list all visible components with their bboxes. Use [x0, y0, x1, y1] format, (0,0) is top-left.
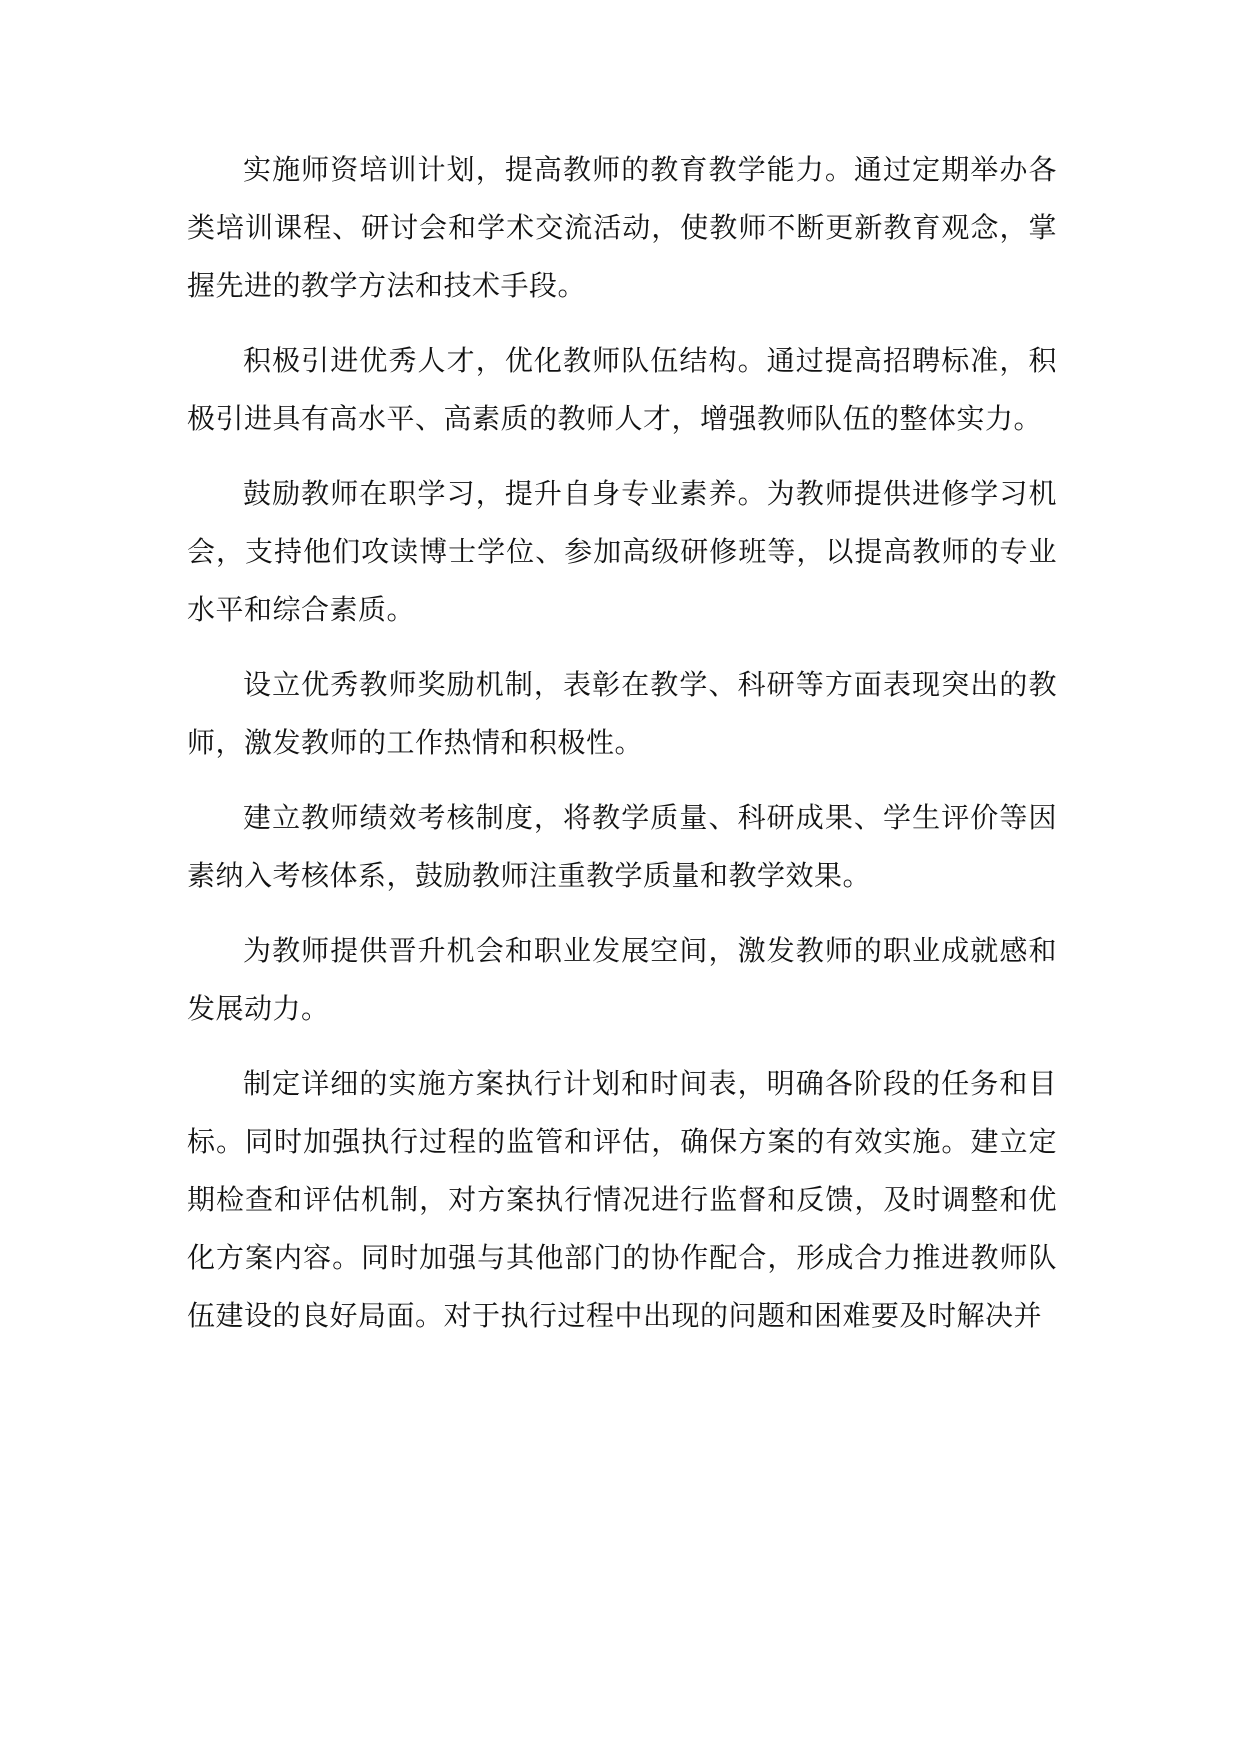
- paragraph-in-service-study: 鼓励教师在职学习，提升自身专业素养。为教师提供进修学习机会，支持他们攻读博士学位、参加高级研修班等，以提高教师的专业水平和综合素质。: [187, 477, 1057, 626]
- paragraph-implementation-plan: 制定详细的实施方案执行计划和时间表，明确各阶段的任务和目标。同时加强执行过程的监管和评估，确保方案的有效实施。建立定期检查和评估机制，对方案执行情况进行监督和反馈，及时调整和优化方案内容。同时加强与其他部门的协作配合，形成合力推进教师队伍建设的良好局面。对于执行过程中出现的问题和困难要及时解决并: [187, 1067, 1057, 1332]
- paragraph-teacher-training: 实施师资培训计划，提高教师的教育教学能力。通过定期举办各类培训课程、研讨会和学术交流活动，使教师不断更新教育观念，掌握先进的教学方法和技术手段。: [187, 153, 1057, 302]
- paragraph-performance-assessment: 建立教师绩效考核制度，将教学质量、科研成果、学生评价等因素纳入考核体系，鼓励教师注重教学质量和教学效果。: [187, 801, 1057, 892]
- document-body: [187, 141, 1057, 1362]
- paragraph-career-development: 为教师提供晋升机会和职业发展空间，激发教师的职业成就感和发展动力。: [187, 934, 1057, 1025]
- paragraph-reward-mechanism: 设立优秀教师奖励机制，表彰在教学、科研等方面表现突出的教师，激发教师的工作热情和积极性。: [187, 668, 1057, 759]
- paragraph-talent-recruitment: 积极引进优秀人才，优化教师队伍结构。通过提高招聘标准，积极引进具有高水平、高素质的教师人才，增强教师队伍的整体实力。: [187, 344, 1057, 435]
